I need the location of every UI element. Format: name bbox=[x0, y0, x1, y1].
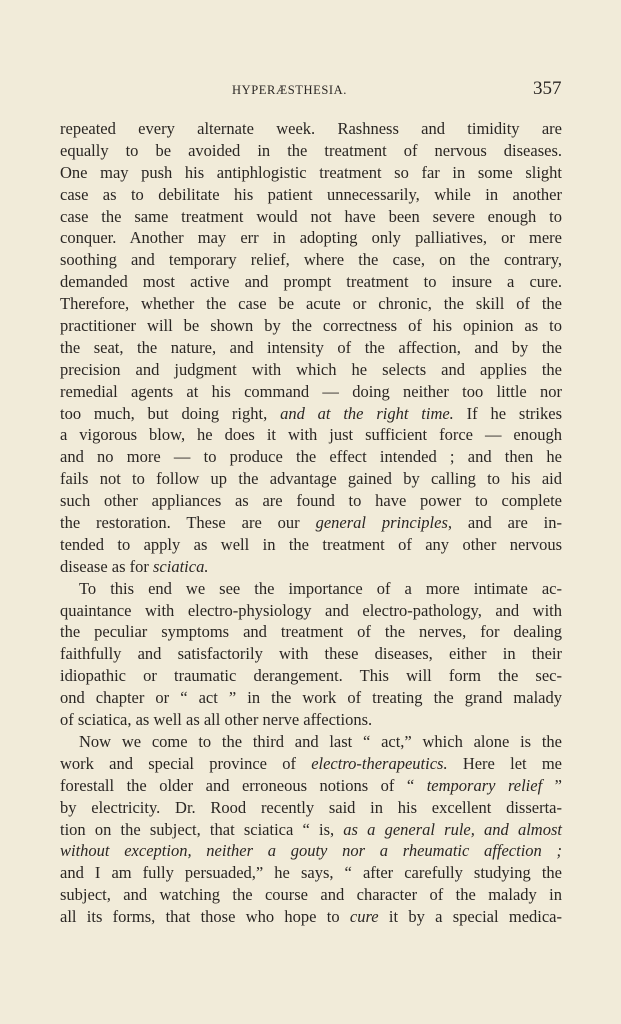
text-line bbox=[60, 403, 562, 425]
text-segment: forestall the older and erroneous notions of “ bbox=[60, 775, 427, 795]
text-segment: practitioner will be shown by the correctness of his opinion as to bbox=[60, 316, 562, 336]
text-line bbox=[60, 556, 562, 578]
text-segment: One may push his antiphlogistic treatment so far in some slight bbox=[60, 162, 562, 182]
page-number: 357 bbox=[533, 78, 562, 99]
italic-text: electro-therapeutics. bbox=[311, 753, 448, 773]
text-segment: conquer. Another may err in adopting only palliatives, or mere bbox=[60, 228, 562, 248]
text-line bbox=[60, 643, 562, 665]
italic-text: general principles bbox=[315, 513, 448, 533]
text-segment: case as to debilitate his patient unnecessarily, while in another bbox=[60, 184, 562, 204]
text-segment: ond chapter or “ act ” in the work of treating the grand malady bbox=[60, 688, 562, 708]
text-segment: too much, but doing right, bbox=[60, 403, 281, 423]
text-line bbox=[60, 271, 562, 293]
text-segment: repeated every alternate week. Rashness and timidity are bbox=[60, 119, 562, 138]
text-line bbox=[60, 709, 562, 731]
text-line bbox=[60, 315, 562, 337]
text-segment: a vigorous blow, he does it with just sufficient force — enough bbox=[60, 425, 562, 445]
text-segment: To this end we see the importance of a more intimate ac- bbox=[79, 578, 562, 598]
text-line bbox=[60, 687, 562, 709]
text-line bbox=[60, 446, 562, 468]
text-line bbox=[60, 184, 562, 206]
text-segment: such other appliances as are found to have power to complete bbox=[60, 491, 562, 511]
text-line bbox=[60, 162, 562, 184]
text-line bbox=[60, 797, 562, 819]
text-line bbox=[60, 665, 562, 687]
text-segment: and no more — to produce the effect intended ; and then he bbox=[60, 447, 562, 467]
text-segment: If he strikes bbox=[453, 403, 562, 423]
text-line bbox=[60, 118, 562, 140]
text-line bbox=[60, 140, 562, 162]
text-segment: soothing and temporary relief, where the case, on the contrary, bbox=[60, 250, 562, 270]
italic-text: temporary relief bbox=[426, 775, 543, 795]
text-segment: idiopathic or traumatic derangement. This will form the sec- bbox=[60, 666, 562, 686]
text-segment: all its forms, that those who hope to bbox=[60, 907, 350, 927]
text-segment: the restoration. These are our bbox=[60, 513, 316, 533]
text-line bbox=[60, 490, 562, 512]
text-segment: tion on the subject, that sciatica “ is, bbox=[60, 819, 344, 839]
text-segment: it by a special medica- bbox=[378, 907, 562, 927]
text-line bbox=[60, 578, 562, 600]
text-segment: quaintance with electro-physiology and electro-pathology, and with bbox=[60, 600, 562, 620]
text-line bbox=[60, 862, 562, 884]
text-line bbox=[60, 468, 562, 490]
text-line bbox=[60, 534, 562, 556]
running-head bbox=[0, 80, 621, 104]
text-line bbox=[60, 249, 562, 271]
text-line bbox=[60, 753, 562, 775]
italic-text: sciatica. bbox=[153, 556, 209, 576]
italic-text: without exception, neither a gouty nor a rheumatic affection ; bbox=[60, 841, 562, 861]
text-line bbox=[60, 381, 562, 403]
text-segment: work and special province of bbox=[60, 753, 312, 773]
text-segment: tended to apply as well in the treatment of any other nervous bbox=[60, 534, 562, 554]
text-segment: and I am fully persuaded,” he says, “ after carefully studying the bbox=[60, 863, 562, 883]
text-segment: precision and judgment with which he selects and applies the bbox=[60, 359, 562, 379]
text-line bbox=[60, 337, 562, 359]
text-line bbox=[60, 206, 562, 228]
text-line bbox=[60, 424, 562, 446]
running-title: HYPERÆSTHESIA. bbox=[232, 83, 348, 97]
text-segment: by electricity. Dr. Rood recently said in his excellent disserta- bbox=[60, 797, 562, 817]
text-line bbox=[60, 840, 562, 862]
text-segment: Here let me bbox=[447, 753, 562, 773]
text-line bbox=[60, 775, 562, 797]
text-segment: disease as for bbox=[60, 556, 154, 576]
text-line bbox=[60, 359, 562, 381]
text-line bbox=[60, 600, 562, 622]
italic-text: cure bbox=[349, 907, 379, 927]
italic-text: and at the right time. bbox=[280, 403, 454, 423]
text-segment: , and are in- bbox=[447, 513, 562, 533]
text-line bbox=[60, 884, 562, 906]
text-line bbox=[60, 293, 562, 315]
text-segment: equally to be avoided in the treatment of nervous diseases. bbox=[60, 140, 562, 160]
text-line bbox=[60, 731, 562, 753]
text-line bbox=[60, 227, 562, 249]
text-segment: the seat, the nature, and intensity of the affection, and by the bbox=[60, 337, 562, 357]
text-line bbox=[60, 819, 562, 841]
text-segment: subject, and watching the course and character of the malady in bbox=[60, 885, 562, 905]
text-line bbox=[60, 906, 562, 928]
text-segment: remedial agents at his command — doing neither too little nor bbox=[60, 381, 562, 401]
text-segment: ” bbox=[542, 775, 562, 795]
text-segment: demanded most active and prompt treatment to insure a cure. bbox=[60, 272, 562, 292]
text-segment: the peculiar symptoms and treatment of the nerves, for dealing bbox=[60, 622, 562, 642]
text-segment: of sciatica, as well as all other nerve affections. bbox=[60, 710, 373, 730]
text-segment: Therefore, whether the case be acute or chronic, the skill of the bbox=[60, 294, 562, 314]
body-text bbox=[60, 118, 562, 928]
text-segment: Now we come to the third and last “ act,” which alone is the bbox=[79, 731, 562, 751]
italic-text: as a general rule, and almost bbox=[343, 819, 562, 839]
text-line bbox=[60, 512, 562, 534]
text-line bbox=[60, 621, 562, 643]
text-segment: fails not to follow up the advantage gained by calling to his aid bbox=[60, 469, 562, 489]
text-segment: case the same treatment would not have been severe enough to bbox=[60, 206, 562, 226]
text-segment: faithfully and satisfactorily with these diseases, either in their bbox=[60, 644, 562, 664]
